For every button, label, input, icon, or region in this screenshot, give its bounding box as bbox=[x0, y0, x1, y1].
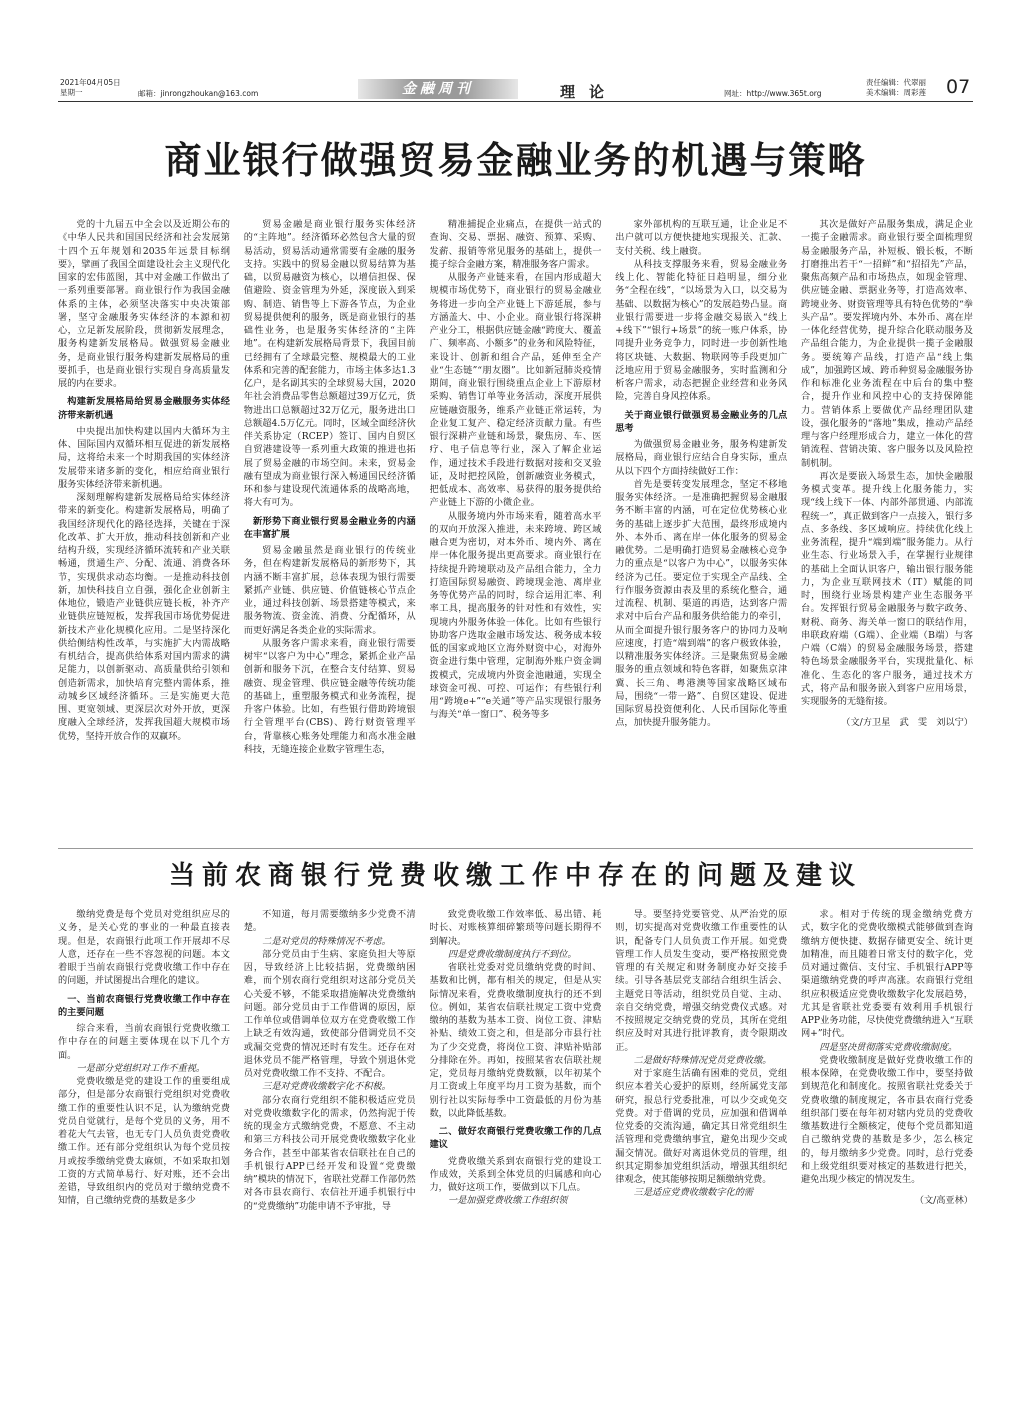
paragraph: 党费收缴制度是做好党费收缴工作的根本保障，在党费收缴工作中，要坚持做到规范化和制度化。按照省联社党委关于党费收缴的制度规定，各市县农商行党委组织部门要在每年初对辖内党员的党费收缴基数进行全额核定，使每个党员都知道自己缴纳党费的基数是多少，怎么核定的，每月缴纳多少党费。同时，总行党委和上级党组织要对核定的基数进行把关，避免出现少核定的情况发生。 bbox=[801, 1054, 973, 1185]
paragraph: 再次是要嵌入场景生态，加快金融服务模式变革。提升线上化服务能力，实现“线上线下一体、内部外部贯通、内部流程统一”，真正做到客户一点接入，银行多点、多条线、多区域响应。持续优化线上业务流程，提升“端到端”服务能力。从行业生态、行业场景入手，在掌握行业规律的基础上全面认识客户，输出银行服务能力，为企业互联网技术（IT）赋能的同时，围绕行业场景构建产业生态服务平台。发挥银行贸易金融服务与数字政务、财税、商务、海关单一窗口的联结作用，串联政府端（G端）、企业端（B端）与客户端（C端）的贸易金融服务场景，搭建特色场景金融服务平台，实现批量化、标准化、生态化的客户服务，通过技术方式，将产品和服务嵌入到客户应用场景，实现服务的无缝衔接。 bbox=[801, 470, 973, 707]
paragraph: 精准捕捉企业痛点，在提供一站式的查询、交易、票据、融资、预算、采购、发薪、报销等常见服务的基础上，提供一揽子综合金融方案，精准服务客户需求。 bbox=[429, 219, 602, 270]
paragraph: 中央提出加快构建以国内大循环为主体、国际国内双循环相互促进的新发展格局，这将给未来一个时期我国的实体经济发展带来诸多新的变化，相应给商业银行服务实体经济带来新机遇。 bbox=[58, 425, 230, 490]
paragraph: 其次是做好产品服务集成，满足企业一揽子金融需求。商业银行要全面梳理贸易金融服务产品，补短板、锻长板，不断打磨推出若干“一招鲜”和“招招先”产品，聚焦高频产品和市场热点，如现金管理、供应链金融、票据业务等，打造高效率、跨境业务、财资管理等具有特色优势的“拳头产品”。要发挥境内外、本外币、离在岸一体化经营优势，提升综合化联动服务及产品组合能力，为企业提供一揽子金融服务。要统筹产品线，打造产品“线上集成”，加强跨区域、跨币种贸易金融服务协作和标准化业务流程在中后台的集中整合，提升作业和风控中心的支持保障能力。营销体系上要做优产品经理团队建设，强化服务的“落地”集成，推动产品经理与客户经理形成合力，建立一体化的营销流程、营销决策、客户服务以及风险控制机制。 bbox=[801, 219, 973, 469]
paragraph: 二是做好特殊情况党员党费收缴。 bbox=[633, 1054, 772, 1066]
text-column bbox=[615, 908, 787, 1358]
paragraph: 从科技支撑服务来看，贸易金融业务线上化、智能化特征日趋明显，细分业务“全程在线”，“以场景为入口，以交易为基础、以数据为核心”的发展趋势凸显。商业银行需要进一步将金融交易嵌入“线上+线下”“银行+场景”的统一账户体系，协同提升业务竞争力，同时进一步创新性地将区块链、大数据、物联网等手段更加广泛地应用于贸易金融服务，实时监测和分析客户需求，动态把握企业经营和业务风险，完善自身风控体系。 bbox=[615, 258, 788, 403]
subheading: 二、做好农商银行党费收缴工作的几点建议 bbox=[429, 1126, 602, 1151]
text-column bbox=[801, 908, 973, 1358]
email-address: 邮箱：jinrongzhoukan@163.com bbox=[138, 89, 259, 98]
byline: （文/高亚林） bbox=[914, 1195, 973, 1207]
paragraph: 综合来看，当前农商银行党费收缴工作中存在的问题主要体现在以下几个方面。 bbox=[58, 1023, 230, 1061]
paragraph: 首先是要转变发展理念，坚定不移地服务实体经济。一是准确把握贸易金融服务不断丰富的内涵，可在定位优势核心业务的基础上逐步扩大范围，最终形成境内外、本外币、离在岸一体化服务的贸易金融优势。二是明确打造贸易金融核心竞争力的重点是“以客户为中心”，以服务实体经济为己任。要定位于实现全产品线、全行作服务资源由表及里的系统化整合，通过流程、机制、渠道的再造，达到客户需求对中后台产品和服务供给能力的牵引，从而全面提升银行服务客户的协同力及响应速度，打造“端到端”的客户极致体验，以精准服务实体经济。三是聚焦贸易金融服务的重点领域和特色客群，如聚焦京津冀、长三角、粤港澳等国家战略区域布局，围绕“一带一路”、自贸区建设、促进国际贸易投资便利化、人民币国际化等重点，加快提升服务能力。 bbox=[615, 478, 788, 729]
paragraph: 部分党员由于生病、家庭负担大等原因，导致经济上比较拮据，党费缴纳困难，而个别农商行党组织对这部分党员关心关爱不够，不能采取措施解决党费缴纳问题。部分党员由于工作借调的原因，原工作单位或借调单位双方在党费收缴工作上缺乏有效沟通，致使部分借调党员不交或漏交党费的情况还时有发生。还存在对退休党员不能严格管理，导致个别退休党员对党费收缴工作不支持、不配合。 bbox=[243, 948, 416, 1079]
paragraph: 不知道，每月需要缴纳多少党费不清楚。 bbox=[243, 909, 416, 934]
paragraph: 缴纳党费是每个党员对党组织应尽的义务，是关心党的事业的一种最直接表现。但是，农商银行此项工作开展却不尽人意，还存在一些不容忽视的问题。本文着眼于当前农商银行党费收缴工作中存在的问题，并试图提出合理化的建议。 bbox=[58, 909, 230, 987]
paragraph: 党的十九届五中全会以及近期公布的《中华人民共和国国民经济和社会发展第十四个五年规划和2035年远景目标纲要》，擘画了我国全面建设社会主义现代化国家的宏伟蓝图，其中对金融工作做出了一系列重要部署。商业银行作为我国金融体系的主体，必须坚决落实中央决策部署，坚守金融服务实体经济的本源和初心，立足新发展阶段，贯彻新发展理念，服务构建新发展格局。做强贸易金融业务，是商业银行服务构建新发展格局的重要抓手，也是商业银行实现自身高质量发展的内在要求。 bbox=[58, 219, 230, 389]
section-divider bbox=[58, 848, 973, 849]
paragraph: 深刻理解构建新发展格局给实体经济带来的新变化。构建新发展格局，明确了我国经济现代化的路径选择，关键在于深化改革、扩大开放，推动科技创新和产业结构升级，实现经济循环流转和产业关联畅通，贯通生产、分配、流通、消费各环节，实现供求动态均衡。一是推动科技创新，加快科技自立自强，强化企业创新主体地位，锻造产业链供应链长板，补齐产业链供应链短板，发挥我国市场优势促进新技术产业化规模化应用。二是坚持深化供给侧结构性改革，与实施扩大内需战略有机结合，提高供给体系对国内需求的满足能力，以创新驱动、高质量供给引领和创造新需求，加快培育完整内需体系，推动城乡区域经济循环。三是实施更大范围、更宽领域、更深层次对外开放，更深度融入全球经济，发挥我国超大规模市场优势，坚持开放合作的双赢环。 bbox=[58, 492, 230, 742]
paragraph: 致党费收缴工作效率低、易出错、耗时长、对账核算细碎繁琐等问题长期得不到解决。 bbox=[429, 909, 602, 947]
text-column bbox=[244, 218, 416, 843]
article1-title: 商业银行做强贸易金融业务的机遇与策略 bbox=[164, 139, 867, 182]
paragraph: 家外部机构的互联互通，让企业足不出户就可以方便快捷地实现报关、汇款、支付关税、线上融资。 bbox=[615, 219, 788, 257]
paragraph: 从服务产业链来看，在国内形成超大规模市场优势下，商业银行的贸易金融业务将进一步向全产业链上下游延展，参与方涵盖大、中、小企业。商业银行将深耕产业分工，根据供应链金融“跨度大、覆盖广、频率高、小额多”的业务和风险特征，来设计、创新和组合产品，延伸至全产业“生态链”“朋友圈”。比如新冠肺炎疫情期间，商业银行围绕重点企业上下游原材采购、销售订单等业务活动，深度开展供应链融资服务，维系产业链正常运转，为企业复工复产、稳定经济贡献力量。有些银行深耕产业链和场景，聚焦房、车、医疗、电子信息等行业，深入了解企业运作，通过技术手段进行数据对接和交叉验证，及时把控风险，创新融资业务模式，把低成本、高效率、易获得的服务提供给产业链上下游的小微企业。 bbox=[429, 272, 602, 509]
text-column bbox=[244, 908, 416, 1358]
subheading: 构建新发展格局给贸易金融服务实体经济带来新机遇 bbox=[58, 396, 230, 421]
paragraph: 党费收缴关系到农商银行党的建设工作成效，关系到全体党员的归属感和向心力，做好这项工作，要做到以下几点。 bbox=[429, 1155, 602, 1193]
paragraph: 导。要坚持党要管党、从严治党的原则，切实提高对党费收缴工作重要性的认识，配备专门人员负责工作开展。如党费管理工作人员发生变动，要严格按照党费管理的有关规定和财务制度办好交接手续。引导各基层党支部结合组织生活会、主题党日等活动，组织党员自觉、主动、亲自交纳党费，增强交纳党费仪式感。对不按照规定交纳党费的党员，其所在党组织应及时对其进行批评教育，责令限期改正。 bbox=[615, 909, 788, 1053]
editor-credits: 责任编辑：代翠丽 美术编辑：周彩莲 bbox=[866, 78, 926, 97]
paragraph: 省联社党委对党员缴纳党费的时间、基数和比例，都有相关的规定，但是从实际情况来看，党费收缴制度执行的还不到位。例如，某省农信联社规定工资中党费缴纳的基数为基本工资、岗位工资、津贴补贴、绩效工资之和，但是部分市县行社为了少交党费，将岗位工资、津贴补贴部分排除在外。再如，按照某省农信联社规定，党员每月缴纳党费数额，以年初某个月工资或上年度平均月工资为基数，而个别行社以实际每季中工资最低的月份为基数，以此降低基数。 bbox=[429, 962, 602, 1119]
paragraph: 三是适应党费收缴数字化的需 bbox=[633, 1187, 754, 1199]
section-name: 理论 bbox=[560, 83, 619, 101]
byline: （文/方卫星 武 雯 刘以宁） bbox=[841, 717, 973, 729]
paragraph: 贸易金融是商业银行服务实体经济的“主阵地”。经济循环必然包含大量的贸易活动，贸易活动通常需要有金融的服务支持。实践中的贸易金融以贸易结算为基础，以贸易融资为核心，以增信担保、保值避险、资金管理为外延，深度嵌入到采购、制造、销售等上下游各节点，为企业贸易提供便利的服务，既是商业银行的基础性业务，也是服务实体经济的“主阵地”。在构建新发展格局背景下，我国目前已经拥有了全球最完整、规模最大的工业体系和完善的配套能力，市场主体多达1.3亿户，是名副其实的全球贸易大国，2020年社会消费品零售总额超过39万亿元，货物进出口总额超过32万亿元，服务进出口总额超4.5万亿元。同时，区域全面经济伙伴关系协定（RCEP）签订、国内自贸区自贸港建设等一系列重大政策的推进也拓展了贸易金融的市场空间。未来，贸易金融有望成为商业银行深入畅通国民经济循环和参与建设现代流通体系的战略高地，将大有可为。 bbox=[243, 219, 416, 509]
subheading: 一、当前农商银行党费收缴工作中存在的主要问题 bbox=[58, 993, 230, 1018]
text-column bbox=[58, 908, 230, 1358]
text-column bbox=[615, 218, 787, 843]
paragraph: 求。相对于传统的现金缴纳党费方式，数字化的党费收缴模式能够做到查询缴纳方便快捷、数据存储更安全、统计更加精准，而且随着日常支付的数字化，党员对通过微信、支付宝、手机银行APP等渠道缴纳党费的呼声高涨。农商银行党组织应积极适应党费收缴数字化发展趋势，尤其是省联社党委要有效利用手机银行APP业务功能，尽快使党费缴纳进入“互联网+”时代。 bbox=[801, 909, 973, 1040]
text-column bbox=[58, 218, 230, 843]
subheading: 关于商业银行做强贸易金融业务的几点思考 bbox=[615, 409, 788, 434]
article1-body bbox=[58, 218, 973, 843]
website-address: 网址：http://www.365t.org bbox=[724, 89, 822, 98]
article2-body bbox=[58, 908, 973, 1358]
issue-date: 2021年04月05日 星期一 bbox=[60, 78, 121, 97]
paragraph: 对于家庭生活确有困难的党员，党组织应本着关心爱护的原则，经所属党支部研究，报总行党委批准，可以少交或免交党费。对于借调的党员，应加强和借调单位党委的交流沟通，确定其日常党组织生活管理和党费缴纳事宜，避免出现少交或漏交情况。做好对离退休党员的管理，组织其定期参加党组织活动，增强其组织纪律观念，使其能够按期足额缴纳党费。 bbox=[615, 1068, 788, 1185]
header-rule bbox=[58, 101, 973, 102]
text-column bbox=[801, 218, 973, 843]
paragraph: 部分农商行党组织不能积极适应党员对党费收缴数字化的需求，仍然拘泥于传统的现金方式缴纳党费，不愿意、不主动和第三方科技公司开展党费收缴数字化业务合作，甚至中部某省农信联社在自己的手机银行APP已经开发和设置“党费缴纳”模块的情况下，省联社党群工作部仍然对各市县农商行、农信社开通手机银行中的“党费缴纳”功能申请不予审批，导 bbox=[243, 1094, 416, 1212]
text-column bbox=[430, 908, 602, 1358]
paragraph: 二是对党员的特殊情况不考虑。 bbox=[262, 935, 391, 947]
paragraph: 三是对党费收缴数字化不积极。 bbox=[262, 1081, 391, 1093]
page-number: 07 bbox=[946, 76, 971, 98]
paragraph: 为做强贸易金融业务，服务构建新发展格局，商业银行应结合自身实际，重点从以下四个方面持续做好工作： bbox=[615, 439, 788, 477]
paragraph: 党费收缴是党的建设工作的重要组成部分，但是部分农商银行党组织对党费收缴工作的重要性认识不足，认为缴纳党费党员自觉就行，是每个党员的义务，用不着花大气去管，也无专门人员负责党费收缴工作。还有部分党组织认为每个党员按月或按季缴纳党费太麻烦，不如采取扣划工资的方式简单易行、好对账，还不会出差错，导致组织内的党员对于缴纳党费不知情，自己缴纳党费的基数是多少 bbox=[58, 1076, 230, 1207]
paragraph: 四是坚决贯彻落实党费收缴制度。 bbox=[819, 1041, 958, 1053]
text-column bbox=[430, 218, 602, 843]
masthead-logo: 金融周刊 bbox=[358, 79, 518, 99]
paragraph: 一是部分党组织对工作不重视。 bbox=[76, 1062, 206, 1074]
paragraph: 四是党费收缴制度执行不到位。 bbox=[447, 948, 577, 960]
paragraph: 一是加强党费收缴工作组织领 bbox=[447, 1195, 568, 1207]
paragraph: 从服务境内外市场来看，随着高水平的双向开放深入推进，未来跨境、跨区域融合更为密切，对本外币、境内外、离在岸一体化服务提出更高要求。商业银行在持续提升跨境联动及产品组合能力，全力打造国际贸易融资、跨境现金池、离岸业务等优势产品的同时，综合运用汇率、利率工具，提高服务的针对性和有效性，实现境内外服务体验一体化。比如有些银行协助客户选取金融市场发达、税务成本较低的国家或地区立海外财资中心，对海外资金进行集中管理，定制海外账户资金调拨模式，完成境内外资金池融通，实现全球资金可视、可控、可运作；有些银行利用“跨境e+”“e关通”等产品实现银行服务与海关“单一窗口”、税务等多 bbox=[429, 510, 602, 721]
paragraph: 从服务客户需求来看，商业银行需要树牢“以客户为中心”理念，紧抓企业产品创新和服务下沉，在整合支付结算、贸易融资、现金管理、供应链金融等传统功能的基础上，重塑服务模式和业务流程，提升客户体验。比如，有些银行借助跨境银行全管理平台(CBS)、跨行财资管理平台，背靠核心账务处理能力和高水准金融科技，无缝连接企业数字管理生态， bbox=[243, 637, 416, 755]
newspaper-header bbox=[58, 78, 973, 100]
subheading: 新形势下商业银行贸易金融业务的内涵在丰富扩展 bbox=[243, 515, 416, 540]
paragraph: 贸易金融虽然是商业银行的传统业务，但在构建新发展格局的新形势下，其内涵不断丰富扩展，总体表现为银行需要紧抓产业链、供应链、价值链核心节点企业，通过科技创新、场景搭建等模式，来服务物流、资金流、消费、分配循环，从而更好满足各类企业的实际需求。 bbox=[243, 545, 416, 636]
article2-title: 当前农商银行党费收缴工作中存在的问题及建议 bbox=[168, 861, 862, 891]
